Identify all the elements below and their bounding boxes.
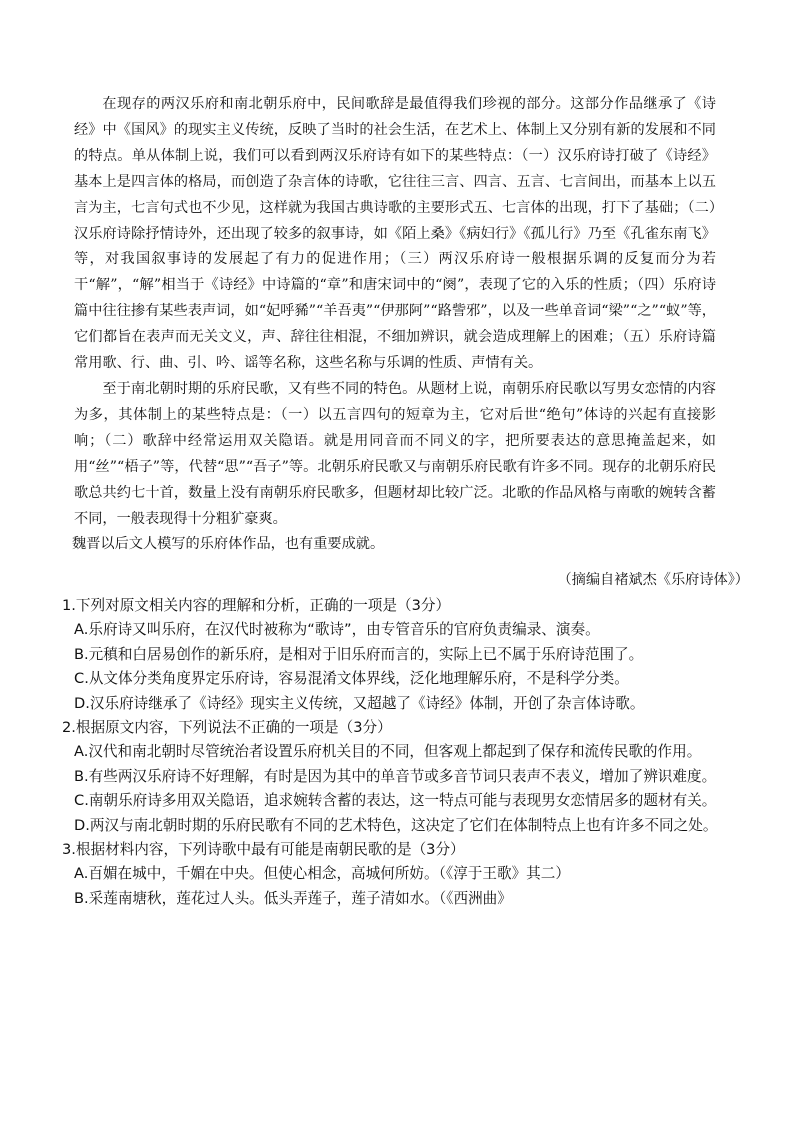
passage-paragraph-3: 魏晋以后文人模写的乐府体作品，也有重要成就。 xyxy=(72,536,385,553)
question-2-option-a: A.汉代和南北朝时尽管统治者设置乐府机关目的不同，但客观上都起到了保存和流传民歌的作用。 xyxy=(74,743,702,761)
question-3-option-b: B.采莲南塘秋，莲花过人头。低头弄莲子，莲子清如水。（《西洲曲》 xyxy=(74,889,512,907)
question-1-option-a: A.乐府诗又叫乐府，在汉代时被称为“歌诗”，由专管音乐的官府负责编录、演奏。 xyxy=(74,621,600,639)
reading-passage xyxy=(74,92,716,558)
question-1-option-b: B.元稹和白居易创作的新乐府，是相对于旧乐府而言的，实际上已不属于乐府诗范围了。 xyxy=(74,645,644,663)
passage-paragraph-1: 在现存的两汉乐府和南北朝乐府中，民间歌辞是最值得我们珍视的部分。这部分作品继承了《诗经》中《国风》的现实主义传统，反映了当时的社会生活，在艺术上、体制上又分别有新的发展和不同的特点。单从体制上说，我们可以看到两汉乐府诗有如下的某些特点：（一）汉乐府诗打破了《诗经》基本上是四言体的格局，而创造了杂言体的诗歌，它往往三言、四言、五言、七言间出，而基本上以五言为主，七言句式也不少见，这样就为我国古典诗歌的主要形式五、七言体的出现，打下了基础；（二）汉乐府诗除抒情诗外，还出现了较多的叙事诗，如《陌上桑》《病妇行》《孤儿行》乃至《孔雀东南飞》等，对我国叙事诗的发展起了有力的促进作用；（三）两汉乐府诗一般根据乐调的反复而分为若干“解”，“解”相当于《诗经》中诗篇的“章”和唐宋词中的“阕”，表现了它的入乐的性质；（四）乐府诗篇中往往掺有某些表声词，如“妃呼豨”“羊吾夷”“伊那阿”“路訾邪”，以及一些单音词“梁”“之”“蚁”等，它们都旨在表声而无关文义，声、辞往往相混，不细加辨识，就会造成理解上的困难；（五）乐府诗篇常用歌、行、曲、引、吟、谣等名称，这些名称与乐调的性质、声情有关。 xyxy=(74,96,716,372)
question-1-option-c: C.从文体分类角度界定乐府诗，容易混淆文体界线，泛化地理解乐府，不是科学分类。 xyxy=(74,670,629,688)
question-1-option-d: D.汉乐府诗继承了《诗经》现实主义传统，又超越了《诗经》体制，开创了杂言体诗歌。 xyxy=(74,694,645,712)
question-2-stem: 2.根据原文内容，下列说法不正确的一项是（3分） xyxy=(62,719,392,737)
question-2-option-c: C.南朝乐府诗多用双关隐语，追求婉转含蓄的表达，这一特点可能与表现男女恋情居多的题材有关。 xyxy=(74,792,717,810)
passage-source: （摘编自褚斌杰《乐府诗体》） xyxy=(557,572,749,588)
question-3-option-a: A.百媚在城中，千媚在中央。但使心相念，高城何所妨。（《淳于王歌》其二） xyxy=(74,865,570,883)
question-1-stem: 1.下列对原文相关内容的理解和分析，正确的一项是（3分） xyxy=(62,597,451,614)
question-3-stem: 3.根据材料内容，下列诗歌中最有可能是南朝民歌的是（3分） xyxy=(62,841,465,859)
question-2-option-d: D.两汉与南北朝时期的乐府民歌有不同的艺术特色，这决定了它们在体制特点上也有许多不同之处。 xyxy=(74,816,718,834)
question-2-option-b: B.有些两汉乐府诗不好理解，有时是因为其中的单音节或多音节词只表声不表义，增加了辨识难度。 xyxy=(74,767,717,785)
passage-paragraph-2: 至于南北朝时期的乐府民歌，又有些不同的特色。从题材上说，南朝乐府民歌以写男女恋情的内容为多，其体制上的某些特点是：（一）以五言四句的短章为主，它对后世“绝句”体诗的兴起有直接影响；（二）歌辞中经常运用双关隐语。就是用同音而不同义的字，把所要表达的意思掩盖起来，如用“丝”“梧子”等，代替“思”“吾子”等。北朝乐府民歌又与南朝乐府民歌有许多不同。现存的北朝乐府民歌总共约七十首，数量上没有南朝乐府民歌多，但题材却比较广泛。北歌的作品风格与南歌的婉转含蓄不同，一般表现得十分粗犷豪爽。 xyxy=(74,380,716,527)
question-list xyxy=(62,594,730,911)
